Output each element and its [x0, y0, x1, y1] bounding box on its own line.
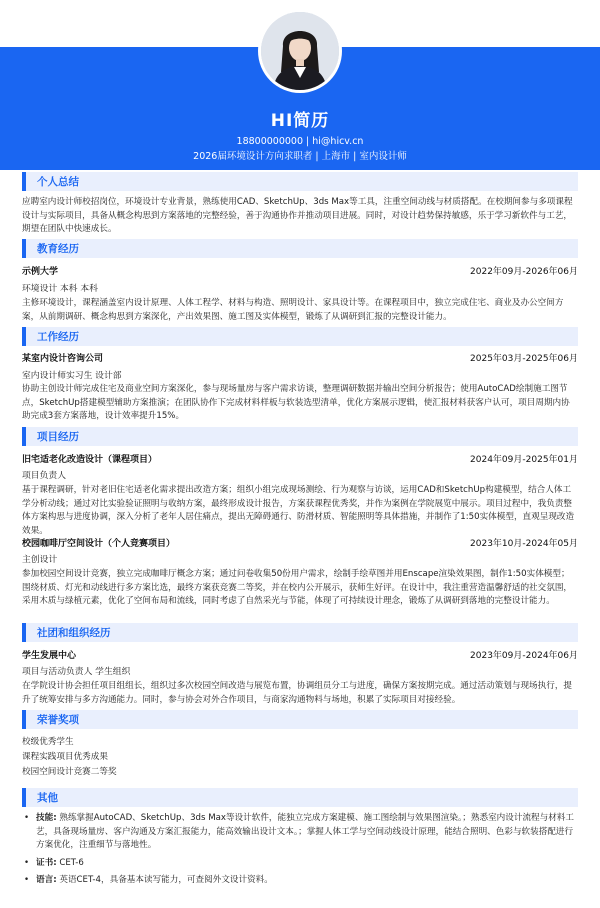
avatar-portrait-icon [261, 12, 339, 90]
section-work-header [22, 327, 578, 346]
section-education-header [22, 239, 578, 258]
project-date: 2023年10月-2024年05月 [470, 539, 578, 549]
skills-label: 技能: [36, 813, 57, 823]
award-item: 课程实践项目优秀成果 [22, 752, 108, 762]
club-text: 在学院设计协会担任项目组组长，组织过多次校园空间改造与展览布置，协调组员分工与进度，确保方案按期完成。通过活动策划与现场执行，提升了统筹安排与多方沟通能力。同时，参与协会对外合作项目，与商家沟通物料与场地，积累了实际项目对接经验。 [22, 681, 573, 705]
section-projects-header [22, 427, 578, 446]
section-title: 项目经历 [37, 431, 79, 443]
award-item: 校级优秀学生 [22, 737, 74, 747]
club-name: 学生发展中心 [22, 651, 77, 661]
club-row [22, 648, 578, 662]
section-title: 工作经历 [37, 331, 79, 343]
work-text: 协助主创设计师完成住宅及商业空间方案深化，参与现场量房与客户需求访谈，整理调研数据并输出空间分析报告；使用AutoCAD绘制施工图节点，SketchUp搭建模型辅助方案推演；在团队协作下完成材料样板与软装选型清单，优化方案展示逻辑，使汇报材料获客户认可，项目周期内协助完成3套方案落地，设计效率提升15%。 [22, 384, 570, 421]
section-summary-header [22, 172, 578, 191]
section-marker [22, 172, 26, 191]
resume-header [0, 0, 600, 170]
project-role: 主创设计 [22, 555, 58, 565]
education-text: 主修环境设计，课程涵盖室内设计原理、人体工程学、材料与构造、照明设计、家具设计等。在课程项目中，独立完成住宅、商业及办公空间方案，从前期调研、概念构思到方案深化，产出效果图、施工图及实体模型，锻炼了从调研到汇报的完整设计能力。 [22, 298, 564, 322]
project-role: 项目负责人 [22, 471, 66, 481]
cert-label: 证书: [36, 857, 57, 868]
project-row [22, 452, 578, 466]
work-role: 室内设计师实习生 设计部 [22, 371, 122, 381]
section-marker [22, 427, 26, 446]
education-date: 2022年09月-2026年06月 [470, 267, 578, 277]
project-name: 校园咖啡厅空间设计（个人竞赛项目） [22, 539, 176, 549]
club-role: 项目与活动负责人 学生组织 [22, 667, 131, 677]
project-row [22, 536, 578, 550]
language-label: 语言: [36, 875, 57, 885]
candidate-name: HI简历 [270, 111, 330, 131]
contact-phone-email: 18800000000 | hi@hicv.cn [236, 136, 364, 147]
section-title: 荣誉奖项 [37, 714, 79, 726]
work-date: 2025年03月-2025年06月 [470, 354, 578, 364]
section-marker [22, 239, 26, 258]
section-marker [22, 623, 26, 642]
cert-text: CET-6 [56, 857, 84, 868]
project-date: 2024年09月-2025年01月 [470, 455, 578, 465]
section-club-header [22, 623, 578, 642]
job-intent: 2026届环境设计方向求职者 | 上海市 | 室内设计师 [193, 151, 407, 162]
section-marker [22, 327, 26, 346]
language-item [22, 874, 578, 888]
section-marker [22, 710, 26, 729]
section-title: 其他 [37, 792, 58, 804]
school-name: 示例大学 [22, 267, 59, 277]
language-text: 英语CET-4，具备基本读写能力，可查阅外文设计资料。 [56, 875, 273, 885]
skills-text: 熟练掌握AutoCAD、SketchUp、3ds Max等设计软件，能独立完成方案建模、施工图绘制与效果图渲染。；熟悉室内设计流程与材料工艺，具备现场量房、客户沟通及方案汇报能力，能高效输出设计文本。；掌握人体工学与空间动线设计原理，能结合照明、色彩与软装搭配进行方案优化，注重细节与落地性。 [36, 813, 575, 850]
section-title: 社团和组织经历 [37, 627, 111, 639]
cert-item [22, 857, 578, 871]
summary-text: 应聘室内设计师校招岗位，环境设计专业背景，熟练使用CAD、SketchUp、3ds Max等工具，注重空间动线与材质搭配。在校期间参与多项课程设计与实际项目，具备从概念构思到方案落地的完整经验，善于沟通协作并推动项目进展。同时，对设计趋势保持敏感，乐于学习新软件与工艺，期望在团队中快速成长。 [22, 197, 573, 234]
awards-list [22, 735, 578, 780]
section-title: 教育经历 [37, 243, 79, 255]
section-awards-header [22, 710, 578, 729]
club-date: 2023年09月-2024年06月 [470, 651, 578, 661]
other-list [22, 812, 578, 892]
work-row [22, 351, 578, 365]
avatar-frame [258, 9, 342, 93]
project-text: 参加校园空间设计竞赛，独立完成咖啡厅概念方案；通过问卷收集50份用户需求，绘制手绘草图并用Enscape渲染效果图，制作1:50实体模型；围绕材质、灯光和动线进行多方案比选，最终方案获竞赛二等奖，并在校内公开展示，获师生好评。在设计中，我注重营造温馨舒适的社交氛围，采用木质与绿植元素，优化了空间布局和流线，同时考虑了自然采光与节能，体现了可持续设计理念，锻炼了从调研到落地的完整设计能力。 [22, 569, 573, 606]
project-text: 基于课程调研，针对老旧住宅适老化需求提出改造方案；组织小组完成现场测绘、行为观察与访谈，运用CAD和SketchUp构建模型，结合人体工学分析动线；通过对比实验验证照明与收纳方案，最终形成设计报告，方案获课程优秀奖，并作为案例在学院展览中展示。项目过程中，我负责整体方案构思与进度协调，深入分析了老年人居住痛点，提出无障碍通行、防滑材质、智能照明等具体措施，并制作了1:50实体模型，直观呈现改造效果。 [22, 485, 575, 536]
contact-info [0, 134, 600, 164]
education-row [22, 264, 578, 278]
award-item: 校园空间设计竞赛二等奖 [22, 767, 117, 777]
education-major: 环境设计 本科 本科 [22, 284, 98, 294]
company-name: 某室内设计咨询公司 [22, 354, 104, 364]
section-title: 个人总结 [37, 176, 79, 188]
section-marker [22, 788, 26, 807]
avatar [261, 12, 339, 90]
skills-item [22, 812, 578, 853]
section-other-header [22, 788, 578, 807]
project-name: 旧宅适老化改造设计（课程项目） [22, 455, 158, 465]
